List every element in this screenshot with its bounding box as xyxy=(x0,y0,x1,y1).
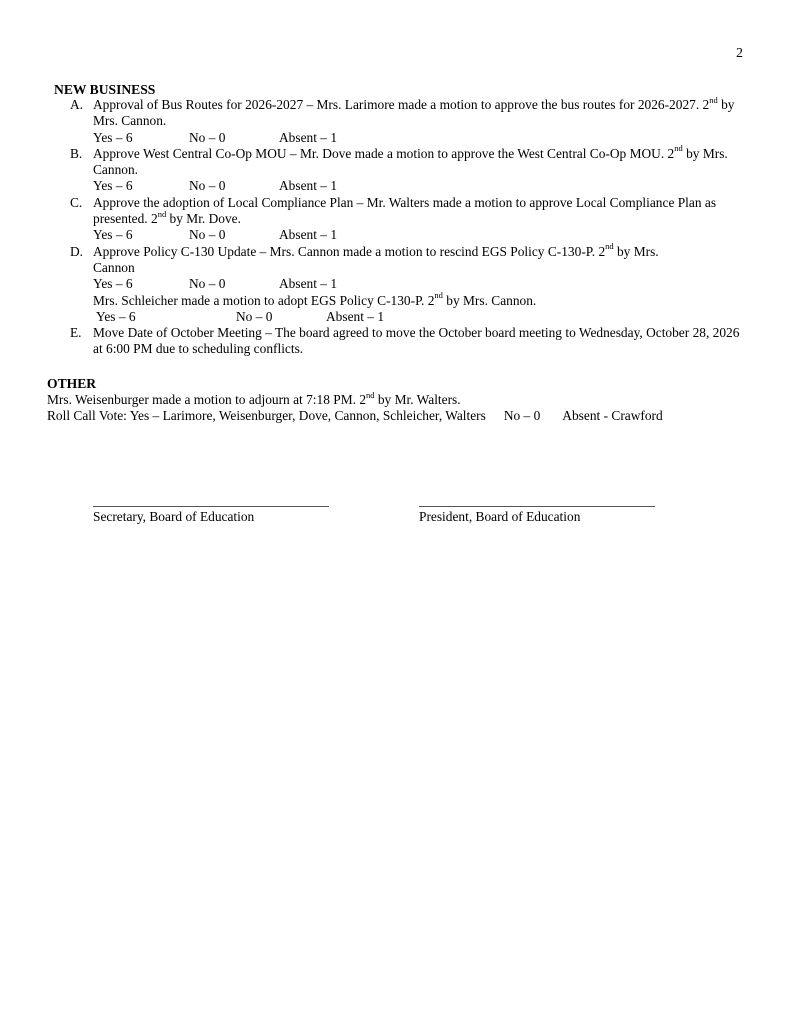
other-heading: OTHER xyxy=(47,376,97,391)
agenda-item-a xyxy=(0,94,745,146)
second-vote-tally xyxy=(93,309,745,325)
item-letter: C. xyxy=(70,194,83,210)
agenda-item-d xyxy=(0,241,745,325)
item-letter: D. xyxy=(70,243,84,259)
item-text: Move Date of October Meeting – The board agreed to move the October board meeting to Wednesday, October 28, 2026 at 6:00 PM due to scheduling conflicts. xyxy=(93,325,740,357)
secretary-label: Secretary, Board of Education xyxy=(93,509,255,524)
new-business-heading: NEW BUSINESS xyxy=(54,82,156,97)
vote-tally xyxy=(93,178,745,194)
signature-line xyxy=(93,506,329,507)
vote-absent: Absent – 1 xyxy=(279,129,338,145)
new-business-list xyxy=(0,94,791,358)
vote-yes: Yes – 6 xyxy=(93,276,133,292)
vote-yes: Yes – 6 xyxy=(93,129,133,145)
other-section xyxy=(47,389,767,425)
item-text: Approve Policy C-130 Update – Mrs. Cannon made a motion to rescind EGS Policy C-130-P. 2nd by Mrs. Cannon xyxy=(93,241,659,275)
vote-no: No – 0 xyxy=(236,308,273,324)
roll-call-yes: Roll Call Vote: Yes – Larimore, Weisenburger, Dove, Cannon, Schleicher, Walters xyxy=(47,408,486,424)
agenda-item-c xyxy=(0,195,745,244)
item-letter: A. xyxy=(70,97,84,112)
page-number: 2 xyxy=(736,46,743,61)
item-text: Approve the adoption of Local Compliance Plan – Mr. Walters made a motion to approve Local Compliance Plan as presented. 2nd by Mr. Dove. xyxy=(93,194,717,227)
vote-tally xyxy=(93,130,745,146)
secretary-signature-block xyxy=(93,486,329,525)
vote-absent: Absent – 1 xyxy=(279,227,338,243)
vote-tally xyxy=(93,227,745,243)
signature-line xyxy=(419,506,655,507)
item-letter: E. xyxy=(70,325,82,341)
vote-tally xyxy=(93,276,745,292)
vote-absent: Absent – 1 xyxy=(279,178,338,194)
vote-yes: Yes – 6 xyxy=(96,308,136,324)
president-signature-block xyxy=(419,486,655,525)
roll-call-no: No – 0 xyxy=(503,408,541,424)
second-motion-text: Mrs. Schleicher made a motion to adopt EGS Policy C-130-P. 2nd by Mrs. Cannon. xyxy=(93,290,537,308)
vote-no: No – 0 xyxy=(189,227,226,243)
roll-call-absent: Absent - Crawford xyxy=(562,408,663,424)
president-label: President, Board of Education xyxy=(419,509,581,524)
vote-no: No – 0 xyxy=(189,178,226,194)
agenda-item-b xyxy=(0,143,745,195)
vote-yes: Yes – 6 xyxy=(93,178,133,194)
item-text: Approval of Bus Routes for 2026-2027 – Mrs. Larimore made a motion to approve the bus routes for 2026-2027. 2nd by Mrs. Cannon. xyxy=(93,94,735,129)
item-text: Approve West Central Co-Op MOU – Mr. Dove made a motion to approve the West Central Co-Op MOU. 2nd by Mrs. Cannon. xyxy=(93,143,728,178)
roll-call-vote xyxy=(47,408,767,424)
vote-absent: Absent – 1 xyxy=(326,308,385,324)
vote-no: No – 0 xyxy=(189,276,226,292)
vote-no: No – 0 xyxy=(189,129,226,145)
vote-yes: Yes – 6 xyxy=(93,227,133,243)
item-letter: B. xyxy=(70,145,83,161)
vote-absent: Absent – 1 xyxy=(279,276,338,292)
adjourn-motion: Mrs. Weisenburger made a motion to adjourn at 7:18 PM. 2nd by Mr. Walters. xyxy=(47,389,461,407)
agenda-item-e xyxy=(0,325,745,358)
